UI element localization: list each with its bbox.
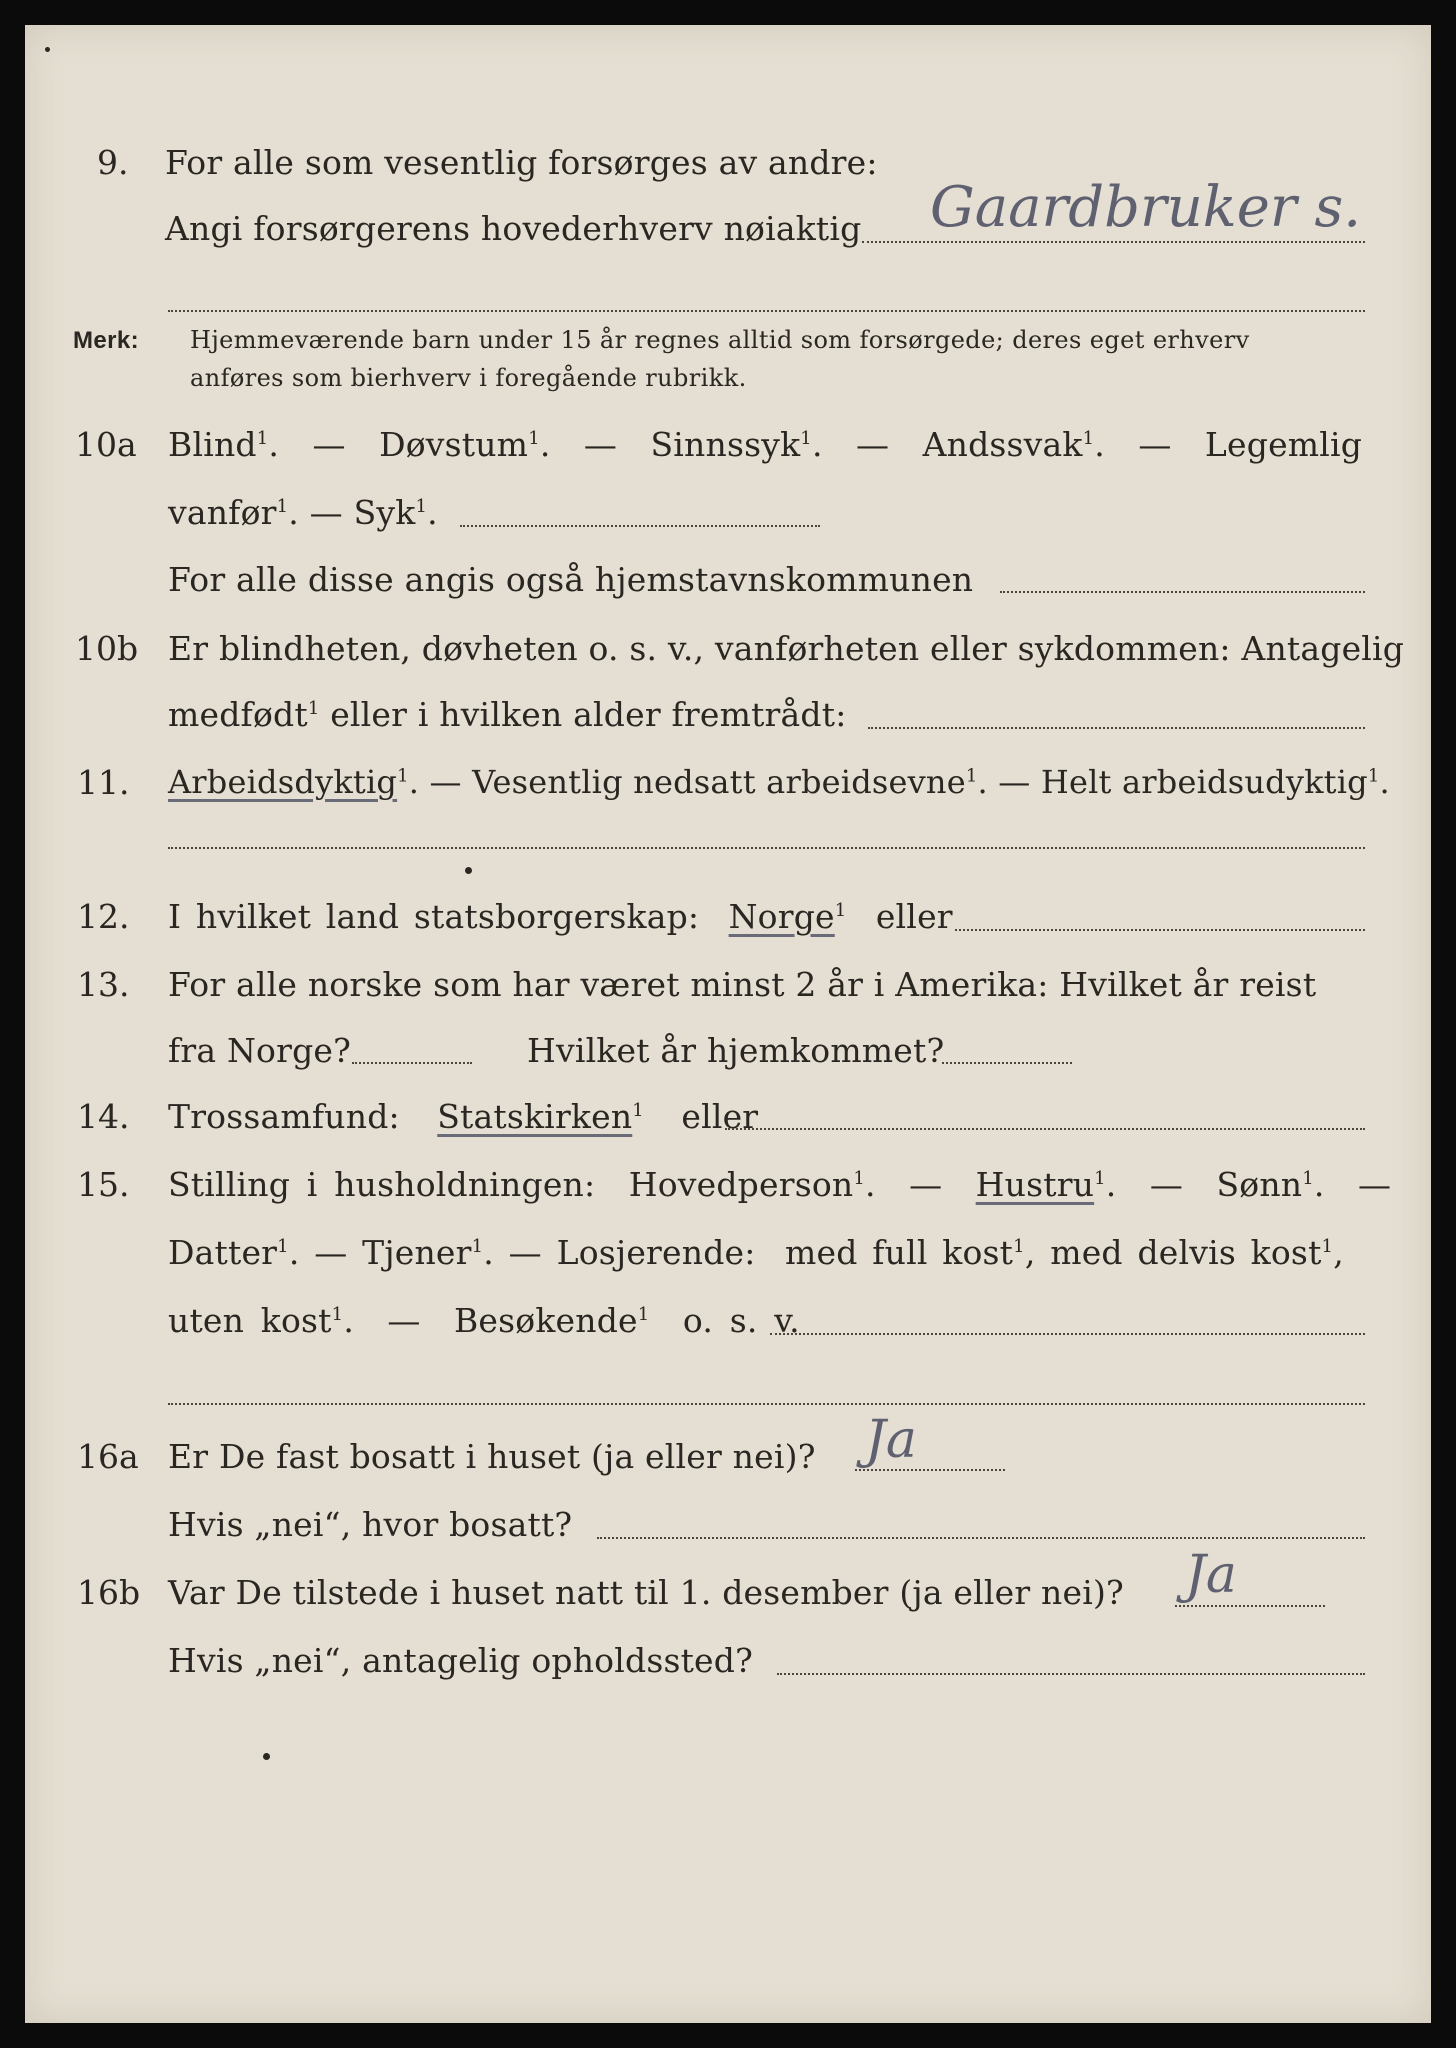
q10b-number: 10b <box>75 629 139 668</box>
opt-hustru[interactable]: Hustru <box>975 1165 1095 1204</box>
opt-medfodt[interactable]: medfødt <box>168 695 308 734</box>
opt-full-kost[interactable]: med full kost <box>784 1233 1014 1272</box>
opt-sinnssyk[interactable]: Sinnssyk <box>650 425 801 464</box>
q15-number: 15. <box>77 1165 130 1204</box>
census-form-page <box>25 25 1431 2023</box>
q15-extra-line <box>168 1403 1365 1405</box>
q13-number: 13. <box>77 965 130 1004</box>
sup: 1 <box>1321 1236 1334 1257</box>
q16b-number: 16b <box>77 1573 141 1612</box>
q12-text: I hvilket land statsborgerskap: <box>168 897 700 936</box>
q15-label: Stilling i husholdningen: <box>168 1165 596 1204</box>
q12-answer-line[interactable] <box>955 929 1365 931</box>
ink-dot <box>465 867 472 874</box>
opt-legemlig[interactable]: Legemlig <box>1204 425 1363 464</box>
q16b-answer-line <box>1175 1605 1325 1607</box>
sup: 1 <box>800 428 812 449</box>
q16b-answer-handwritten[interactable]: Ja <box>1185 1545 1237 1605</box>
q10a-line1: Blind$^1$. — Døvstum$^1$. — Sinnssyk$^1$. — Andssvak$^1$. — Legemlig <box>168 425 1363 464</box>
merk-label <box>73 323 139 358</box>
opt-sonn[interactable]: Sønn <box>1216 1165 1303 1204</box>
q9-line1: For alle som vesentlig forsørges av andre: <box>165 143 878 182</box>
opt-vanfor[interactable]: vanfør <box>168 493 277 532</box>
opt-delvis-kost[interactable]: med delvis kost <box>1050 1233 1322 1272</box>
opt-nedsatt[interactable]: Vesentlig nedsatt arbeidsevne <box>472 763 966 801</box>
merk-line1: Hjemmeværende barn under 15 år regnes alltid som forsørgede; deres eget erhverv <box>190 326 1250 354</box>
q11-line: Arbeidsdyktig$^1$. — Vesentlig nedsatt arbeidsevne$^1$. — Helt arbeidsudyktig$^1$. <box>168 763 1390 801</box>
q9-line2: Angi forsørgerens hovederhverv nøiaktig <box>165 209 862 248</box>
q16b-line1: Var De tilstede i huset natt til 1. desember (ja eller nei)? <box>168 1573 1124 1612</box>
q15-answer-line[interactable] <box>770 1333 1365 1335</box>
sup: 1 <box>471 1236 484 1257</box>
q16a-line2: Hvis „nei“, hvor bosatt? <box>168 1505 573 1544</box>
q15-losjerende: Losjerende: <box>556 1233 756 1272</box>
sup: 1 <box>277 1236 289 1257</box>
q12-line <box>168 897 953 936</box>
sup: 1 <box>331 1304 344 1325</box>
sup: 1 <box>632 1100 644 1121</box>
q15-line3: uten kost$^1$. — Besøkende$^1$ o. s. v. <box>168 1301 800 1340</box>
q15-osv: o. s. v. <box>682 1301 800 1340</box>
q9-answer-handwritten[interactable]: Gaardbruker s. <box>930 175 1361 240</box>
sup: 1 <box>256 428 269 449</box>
merk-line2: anføres som bierhverv i foregående rubrikk. <box>190 364 747 392</box>
opt-udyktig[interactable]: Helt arbeidsudyktig <box>1040 763 1368 801</box>
q10b-line2 <box>168 695 847 734</box>
q11-number: 11. <box>77 763 130 802</box>
sup: 1 <box>1013 1236 1025 1257</box>
opt-statskirken[interactable]: Statskirken <box>437 1097 633 1136</box>
q13-hjemkommet-line[interactable] <box>942 1062 1072 1064</box>
q11-extra-line <box>168 847 1365 849</box>
sup: 1 <box>1082 428 1095 449</box>
q10a-hjemstavn-line[interactable] <box>1000 591 1365 593</box>
sup: 1 <box>397 765 409 787</box>
sup: 1 <box>276 496 289 517</box>
q16a-answer-handwritten[interactable]: Ja <box>865 1410 917 1470</box>
opt-norge[interactable]: Norge <box>728 897 835 936</box>
opt-besokende[interactable]: Besøkende <box>453 1301 638 1340</box>
q12-number: 12. <box>77 897 130 936</box>
q9-extra-line <box>168 310 1365 312</box>
q16a-number: 16a <box>77 1437 139 1476</box>
sup: 1 <box>834 900 847 921</box>
q10a-hjemstavn: For alle disse angis også hjemstavnskommunen <box>168 560 974 599</box>
q10a-syk-line[interactable] <box>460 525 820 527</box>
merk-label-text: Merk: <box>73 327 140 354</box>
sup: 1 <box>415 496 428 517</box>
q14-answer-line[interactable] <box>725 1128 1365 1130</box>
opt-dovstum[interactable]: Døvstum <box>379 425 529 464</box>
q13-fra-norge-line[interactable] <box>352 1062 472 1064</box>
q16a-bosatt-line[interactable] <box>597 1537 1365 1539</box>
sup: 1 <box>853 1168 866 1189</box>
opt-arbeidsdyktig[interactable]: Arbeidsdyktig <box>168 763 398 801</box>
sup: 1 <box>307 698 320 719</box>
sup: 1 <box>965 765 978 787</box>
speck <box>45 47 50 52</box>
q16b-line2: Hvis „nei“, antagelig opholdssted? <box>168 1641 753 1680</box>
q13-hjemkommet: Hvilket år hjemkommet? <box>527 1031 945 1070</box>
opt-syk[interactable]: Syk <box>353 493 416 532</box>
sup: 1 <box>637 1304 650 1325</box>
q9-answer-line <box>862 241 1365 243</box>
q13-line1: For alle norske som har været minst 2 år i Amerika: Hvilket år reist <box>168 965 1317 1004</box>
q10b-line1: Er blindheten, døvheten o. s. v., vanførheten eller sykdommen: Antagelig <box>168 629 1405 668</box>
sup: 1 <box>1302 1168 1314 1189</box>
opt-uten-kost[interactable]: uten kost <box>168 1301 332 1340</box>
ink-dot <box>263 1753 270 1760</box>
q10b-line2-rest: eller i hvilken alder fremtrådt: <box>330 695 847 734</box>
sup: 1 <box>1094 1168 1106 1189</box>
sup: 1 <box>1367 765 1380 787</box>
q15-line2: Datter$^1$. — Tjener$^1$. — Losjerende: med full kost$^1$, med delvis kost$^1$, <box>168 1233 1344 1272</box>
opt-tjener[interactable]: Tjener <box>362 1233 472 1272</box>
q14-line <box>168 1097 758 1136</box>
q10b-answer-line[interactable] <box>868 727 1365 729</box>
q15-line1: Stilling i husholdningen: Hovedperson$^1$. — Hustru$^1$. — Sønn$^1$. — <box>168 1165 1392 1204</box>
opt-andssvak[interactable]: Andssvak <box>922 425 1083 464</box>
q10a-line2: vanfør$^1$. — Syk$^1$. <box>168 493 438 532</box>
q10a-number: 10a <box>75 425 137 464</box>
opt-hovedperson[interactable]: Hovedperson <box>628 1165 854 1204</box>
q14-label: Trossamfund: <box>168 1097 400 1136</box>
sup: 1 <box>528 428 540 449</box>
q14-eller: eller <box>681 1097 759 1136</box>
opt-datter[interactable]: Datter <box>168 1233 278 1272</box>
q16b-opholdssted-line[interactable] <box>777 1673 1365 1675</box>
q14-number: 14. <box>77 1097 130 1136</box>
q13-fra-norge: fra Norge? <box>168 1031 352 1070</box>
q9-number: 9. <box>97 143 129 182</box>
opt-blind[interactable]: Blind <box>168 425 257 464</box>
q16a-line1: Er De fast bosatt i huset (ja eller nei)? <box>168 1437 816 1476</box>
q12-eller: eller <box>875 897 953 936</box>
